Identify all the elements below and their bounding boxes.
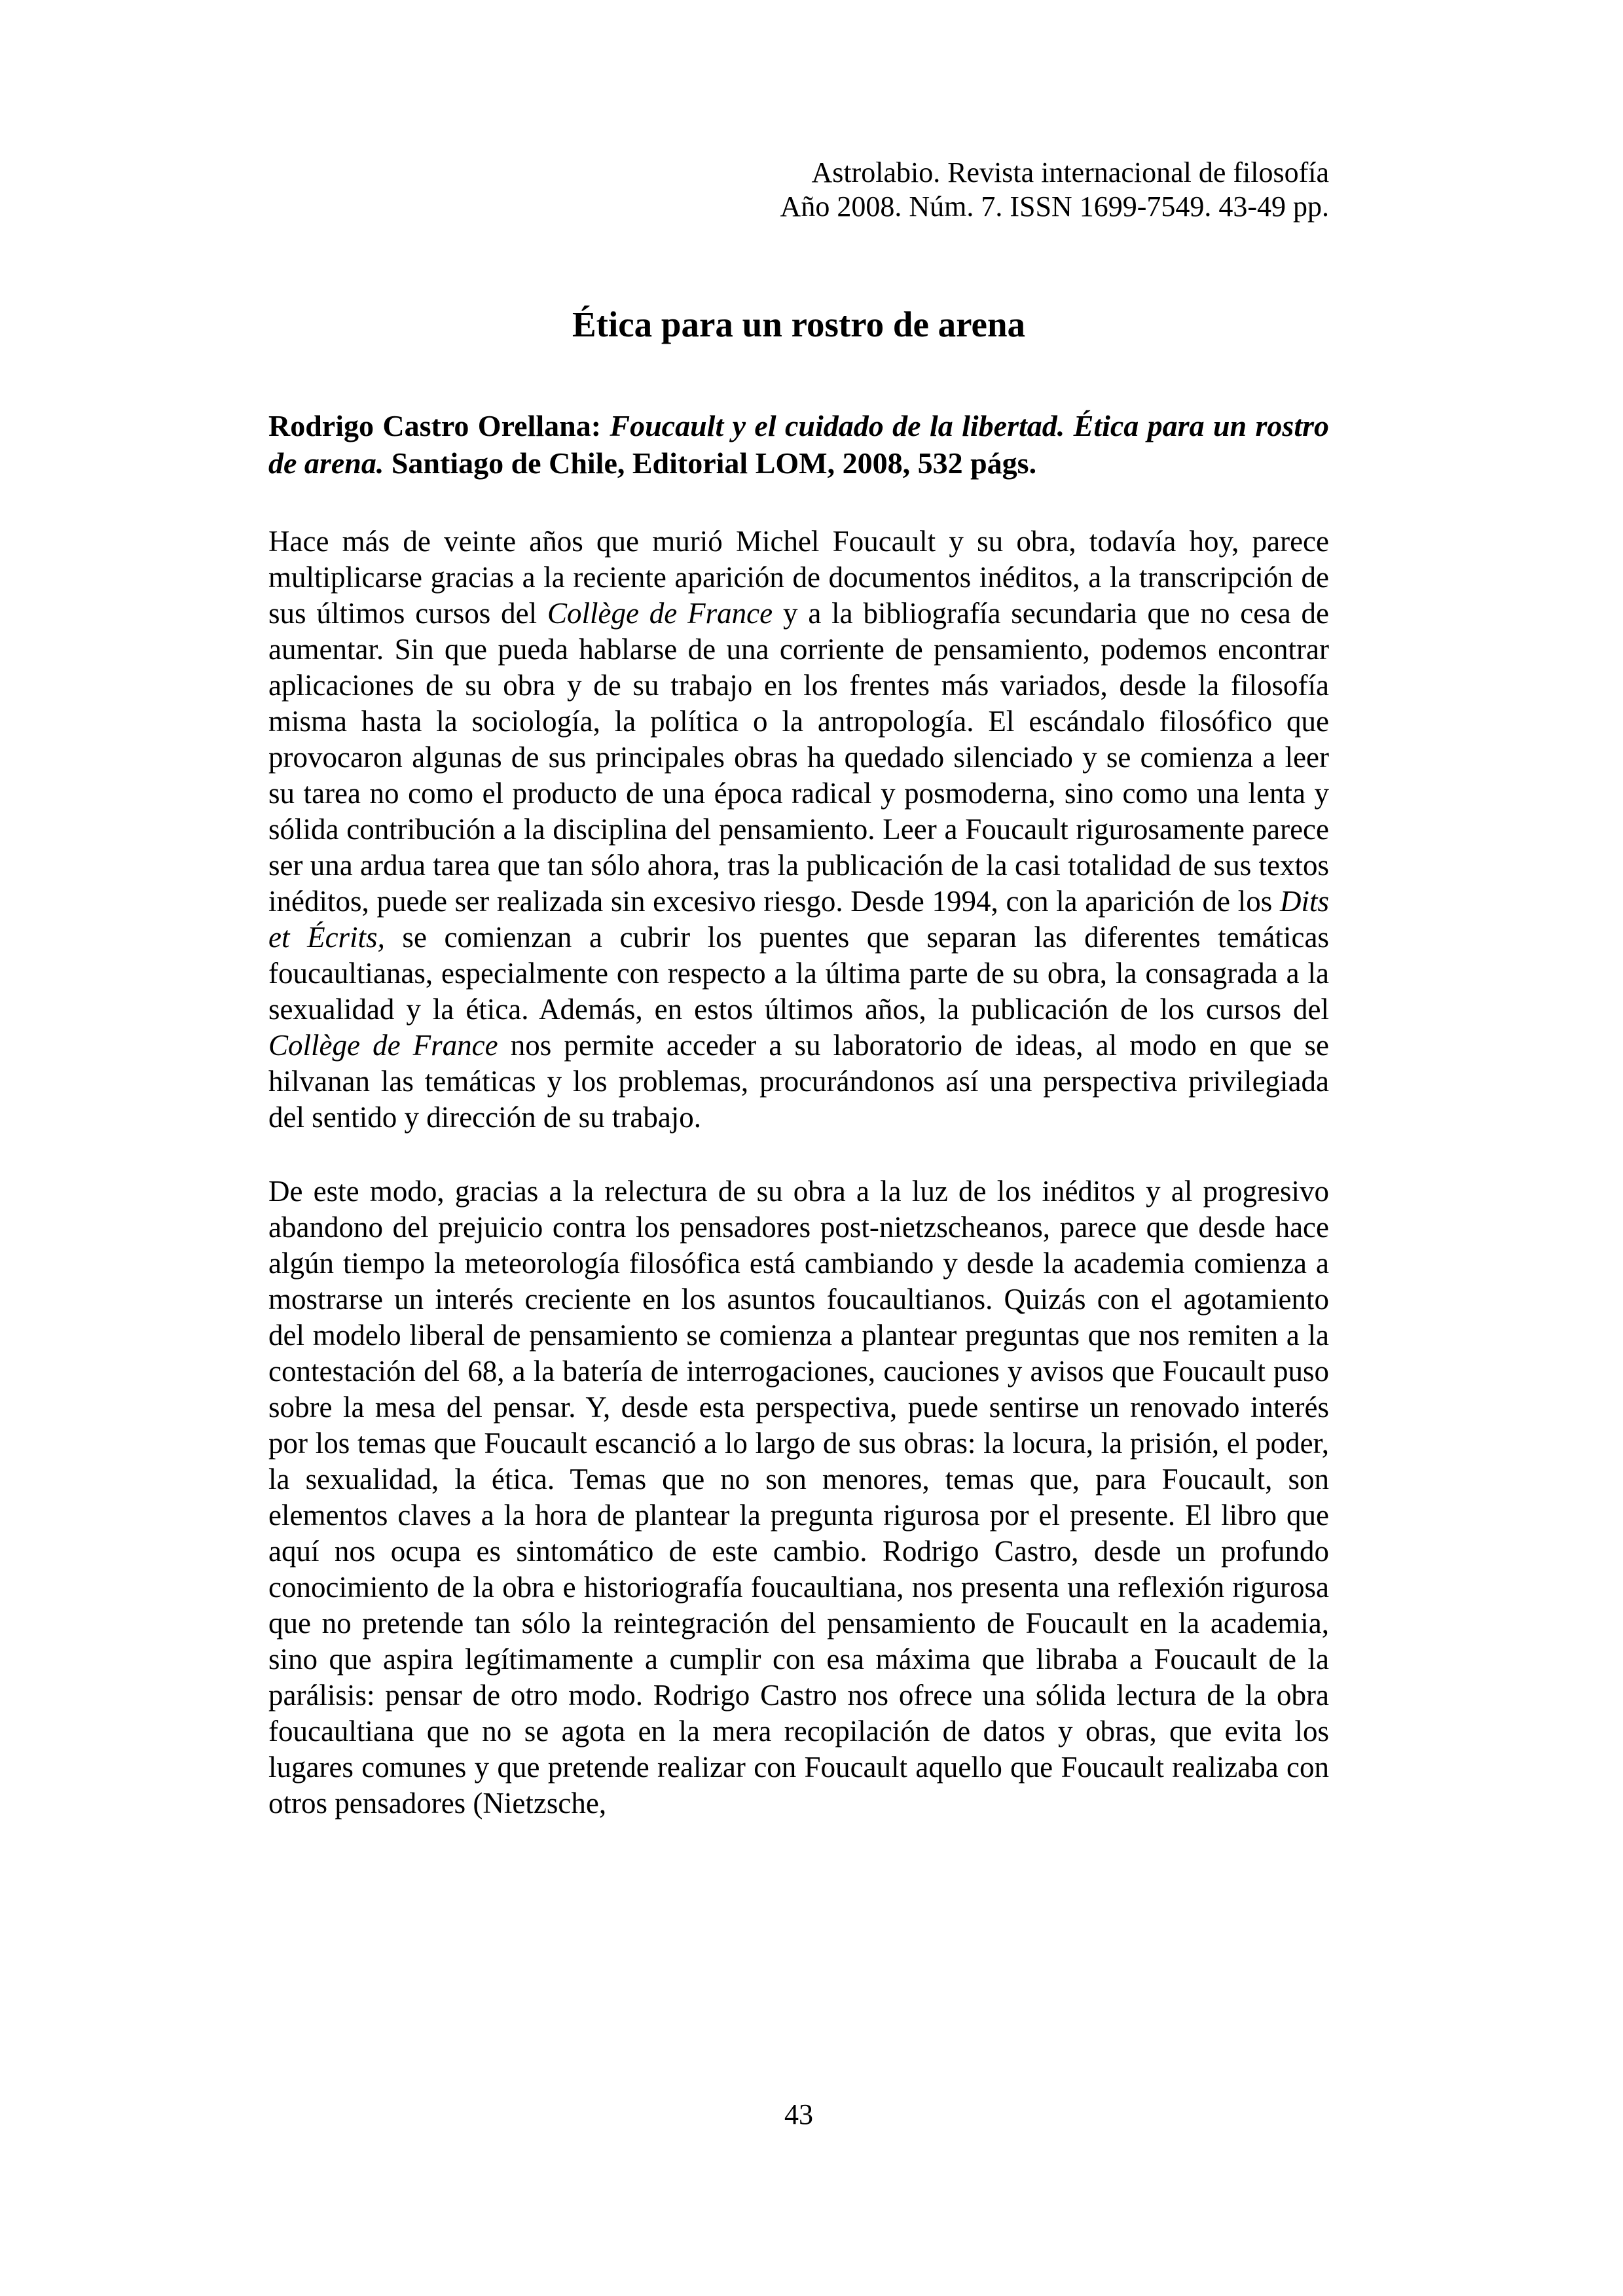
journal-header — [268, 156, 1329, 224]
article-body — [268, 524, 1329, 1821]
journal-issue-info: Año 2008. Núm. 7. ISSN 1699-7549. 43-49 pp. — [780, 190, 1329, 223]
paragraph-1: Hace más de veinte años que murió Michel Foucault y su obra, todavía hoy, parece multiplicarse gracias a la reciente aparición de documentos inéditos, a la transcripción de sus últimos cursos del Collège de France y a la bibliografía secundaria que no cesa de aumentar. Sin que pueda hablarse de una corriente de pensamiento, podemos encontrar aplicaciones de su obra y de su trabajo en los frentes más variados, desde la filosofía misma hasta la sociología, la política o la antropología. El escándalo filosófico que provocaron algunas de sus principales obras ha quedado silenciado y se comienza a leer su tarea no como el producto de una época radical y posmoderna, sino como una lenta y sólida contribución a la disciplina del pensamiento. Leer a Foucault rigurosamente parece ser una ardua tarea que tan sólo ahora, tras la publicación de la casi totalidad de sus textos inéditos, puede ser realizada sin excesivo riesgo. Desde 1994, con la aparición de los Dits et Écrits, se comienzan a cubrir los puentes que separan las diferentes temáticas foucaultianas, especialmente con respecto a la última parte de su obra, la consagrada a la sexualidad y la ética. Además, en estos últimos años, la publicación de los cursos del Collège de France nos permite acceder a su laboratorio de ideas, al modo en que se hilvanan las temáticas y los problemas, procurándonos así una perspectiva privilegiada del sentido y dirección de su trabajo. — [268, 525, 1330, 1134]
journal-name: Astrolabio. Revista internacional de filosofía — [811, 156, 1329, 188]
book-reference: Rodrigo Castro Orellana: Foucault y el cuidado de la libertad. Ética para un rostro de arena. Santiago de Chile, Editorial LOM, 2008, 532 págs. — [268, 409, 1329, 480]
article-title: Ética para un rostro de arena — [572, 304, 1026, 344]
paragraph-2: De este modo, gracias a la relectura de su obra a la luz de los inéditos y al progresivo abandono del prejuicio contra los pensadores post-nietzscheanos, parece que desde hace algún tiempo la meteorología filosófica está cambiando y desde la academia comienza a mostrarse un interés creciente en los asuntos foucaultianos. Quizás con el agotamiento del modelo liberal de pensamiento se comienza a plantear preguntas que nos remiten a la contestación del 68, a la batería de interrogaciones, cauciones y avisos que Foucault puso sobre la mesa del pensar. Y, desde esta perspectiva, puede sentirse un renovado interés por los temas que Foucault escanció a lo largo de sus obras: la locura, la prisión, el poder, la sexualidad, la ética. Temas que no son menores, temas que, para Foucault, son elementos claves a la hora de plantear la pregunta rigurosa por el presente. El libro que aquí nos ocupa es sintomático de este cambio. Rodrigo Castro, desde un profundo conocimiento de la obra e historiografía foucaultiana, nos presenta una reflexión rigurosa que no pretende tan sólo la reintegración del pensamiento de Foucault en la academia, sino que aspira legítimamente a cumplir con esa máxima que libraba a Foucault de la parálisis: pensar de otro modo. Rodrigo Castro nos ofrece una sólida lectura de la obra foucaultiana que no se agota en la mera recopilación de datos y obras, que evita los lugares comunes y que pretende realizar con Foucault aquello que Foucault realizaba con otros pensadores (Nietzsche, — [268, 1175, 1329, 1820]
page-number: 43 — [784, 2098, 813, 2130]
